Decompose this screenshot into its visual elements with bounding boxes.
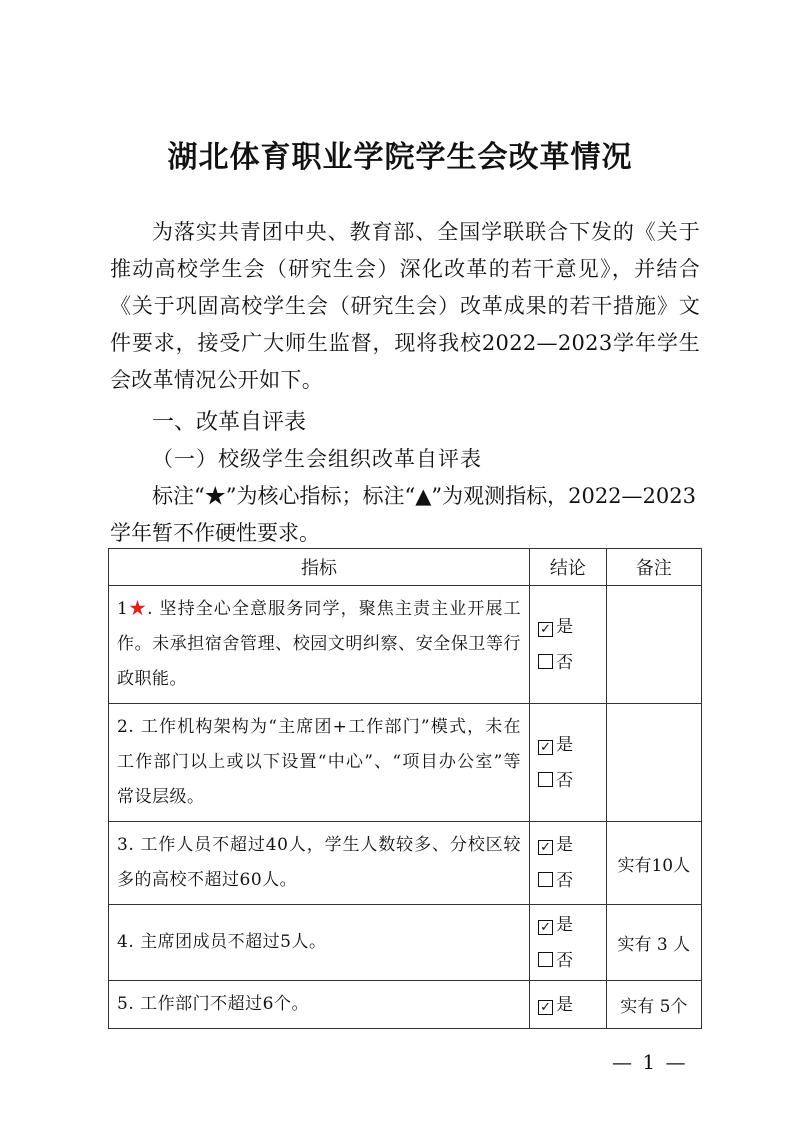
indicator-cell <box>109 822 530 905</box>
table-header-row <box>109 549 702 586</box>
table-row <box>109 586 702 704</box>
remark-cell <box>606 704 701 822</box>
page-title: 湖北体育职业学院学生会改革情况 <box>167 140 633 175</box>
subsection-heading: （一）校级学生会组织改革自评表 <box>152 447 482 471</box>
core-indicator-star-icon: ★ <box>128 599 148 619</box>
conclusion-cell <box>530 905 607 981</box>
no-label: 否 <box>556 871 574 891</box>
indicator-number: 3 <box>117 835 129 855</box>
checked-box-icon: ✓ <box>538 920 553 935</box>
note-paragraph: 标注“★”为核心指标；标注“▲”为观测指标，2022—2023学年暂不作硬性要求。 <box>110 484 696 545</box>
intro-paragraph: 为落实共青团中央、教育部、全国学联联合下发的《关于推动高校学生会（研究生会）深化改革的若干意见》，并结合《关于巩固高校学生会（研究生会）改革成果的若干措施》文件要求，接受广大师生监督，现将我校2022—2023学年学生会改革情况公开如下。 <box>110 220 700 392</box>
yes-option[interactable] <box>538 987 606 1023</box>
table-row <box>109 704 702 822</box>
indicator-number: 4 <box>117 932 129 952</box>
page-number: — 1 — <box>612 1050 688 1074</box>
indicator-text: . 主席团成员不超过5人。 <box>128 932 327 952</box>
remark-cell: 实有 5个 <box>606 981 701 1029</box>
unchecked-box-icon <box>538 772 553 787</box>
no-label: 否 <box>556 652 574 673</box>
yes-option[interactable] <box>538 727 606 763</box>
indicator-number: 5 <box>117 994 129 1014</box>
indicator-number: 1 <box>117 599 129 619</box>
checked-box-icon: ✓ <box>538 622 553 637</box>
yes-option[interactable] <box>538 907 606 943</box>
no-option[interactable] <box>538 863 606 899</box>
no-option[interactable] <box>538 645 606 681</box>
no-label: 否 <box>556 950 574 971</box>
indicator-cell <box>109 905 530 981</box>
yes-label: 是 <box>556 835 574 855</box>
indicator-cell <box>109 704 530 822</box>
conclusion-cell <box>530 822 607 905</box>
conclusion-cell <box>530 981 607 1029</box>
indicator-text: . 工作机构架构为“主席团+工作部门”模式，未在工作部门以上或以下设置“中心”、“项目办公室”等常设层级。 <box>117 717 522 807</box>
unchecked-box-icon <box>538 872 553 887</box>
conclusion-cell <box>530 586 607 704</box>
unchecked-box-icon <box>538 654 553 669</box>
remark-cell: 实有10人 <box>606 822 701 905</box>
indicator-text: . 坚持全心全意服务同学，聚焦主责主业开展工作。未承担宿舍管理、校园文明纠察、安全保卫等行政职能。 <box>117 599 522 689</box>
conclusion-cell <box>530 704 607 822</box>
yes-label: 是 <box>556 914 574 935</box>
yes-label: 是 <box>556 734 574 755</box>
remark-cell: 实有 3 人 <box>606 905 701 981</box>
unchecked-box-icon <box>538 952 553 967</box>
self-evaluation-table <box>108 548 702 1029</box>
indicator-text: . 工作人员不超过40人，学生人数较多、分校区较多的高校不超过60人。 <box>117 835 522 890</box>
checked-box-icon: ✓ <box>538 740 553 755</box>
checked-box-icon: ✓ <box>538 1000 553 1015</box>
table-row <box>109 981 702 1029</box>
header-indicator: 指标 <box>109 549 530 586</box>
header-conclusion: 结论 <box>530 549 607 586</box>
header-remark: 备注 <box>606 549 701 586</box>
indicator-cell <box>109 586 530 704</box>
yes-option[interactable] <box>538 827 606 863</box>
no-option[interactable] <box>538 943 606 979</box>
no-option[interactable] <box>538 763 606 799</box>
checked-box-icon: ✓ <box>538 840 553 855</box>
no-label: 否 <box>556 770 574 791</box>
indicator-number: 2 <box>117 717 129 737</box>
yes-option[interactable] <box>538 609 606 645</box>
table-row <box>109 822 702 905</box>
table-row <box>109 905 702 981</box>
indicator-text: . 工作部门不超过6个。 <box>128 994 309 1014</box>
indicator-cell <box>109 981 530 1029</box>
section-heading: 一、改革自评表 <box>152 410 307 435</box>
remark-cell <box>606 586 701 704</box>
yes-label: 是 <box>556 616 574 637</box>
yes-label: 是 <box>556 994 574 1015</box>
